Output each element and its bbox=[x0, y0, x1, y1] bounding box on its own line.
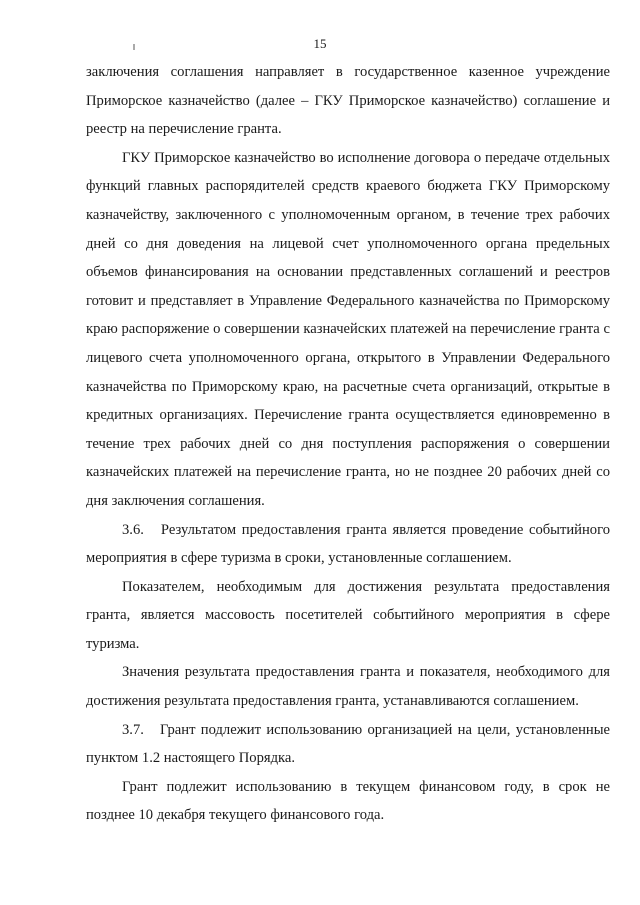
paragraph-3-6: 3.6. Результатом предоставления гранта является проведение событийного мероприятия в сфере туризма в сроки, установленные соглашением. bbox=[86, 521, 610, 567]
paragraph-values: Значения результата предоставления гранта и показателя, необходимого для достижения результата предоставления гранта, устанавливаются соглашением. bbox=[86, 664, 610, 710]
page-number: 15 bbox=[313, 36, 327, 51]
paragraph-1: заключения соглашения направляет в государственное казенное учреждение Приморское казначейство (далее – ГКУ Приморское казначейство) соглашение и реестр на перечисление гранта. bbox=[86, 64, 610, 138]
paragraph-indicator: Показателем, необходимым для достижения результата предоставления гранта, является массовость посетителей событийного мероприятия в сфере туризма. bbox=[86, 578, 610, 652]
paragraph-2: ГКУ Приморское казначейство во исполнение договора о передаче отдельных функций главных распорядителей средств краевого бюджета ГКУ Приморскому казначейству, заключенного с уполномоченным органом, в течение трех рабочих дней со дня доведения на лицевой счет уполномоченного органа предельных объемов финансирования на основании представленных соглашений и реестров готовит и представляет в Управление Федерального казначейства по Приморскому краю распоряжение о совершении казначейских платежей на перечисление гранта с лицевого счета уполномоченного органа, открытого в Управлении Федерального казначейства по Приморскому краю, на расчетные счета организаций, открытые в кредитных организациях. Перечисление гранта осуществляется единовременно в течение трех рабочих дней со дня поступления распоряжения о совершении казначейских платежей на перечисление гранта, но не позднее 20 рабочих дней со дня заключения соглашения. bbox=[86, 149, 610, 509]
body-text bbox=[86, 58, 610, 830]
paragraph-3-7: 3.7. Грант подлежит использованию организацией на цели, установленные пунктом 1.2 настоящего Порядка. bbox=[86, 721, 610, 767]
paragraph-deadline: Грант подлежит использованию в текущем финансовом году, в срок не позднее 10 декабря текущего финансового года. bbox=[86, 778, 610, 824]
scan-mark bbox=[133, 44, 135, 50]
